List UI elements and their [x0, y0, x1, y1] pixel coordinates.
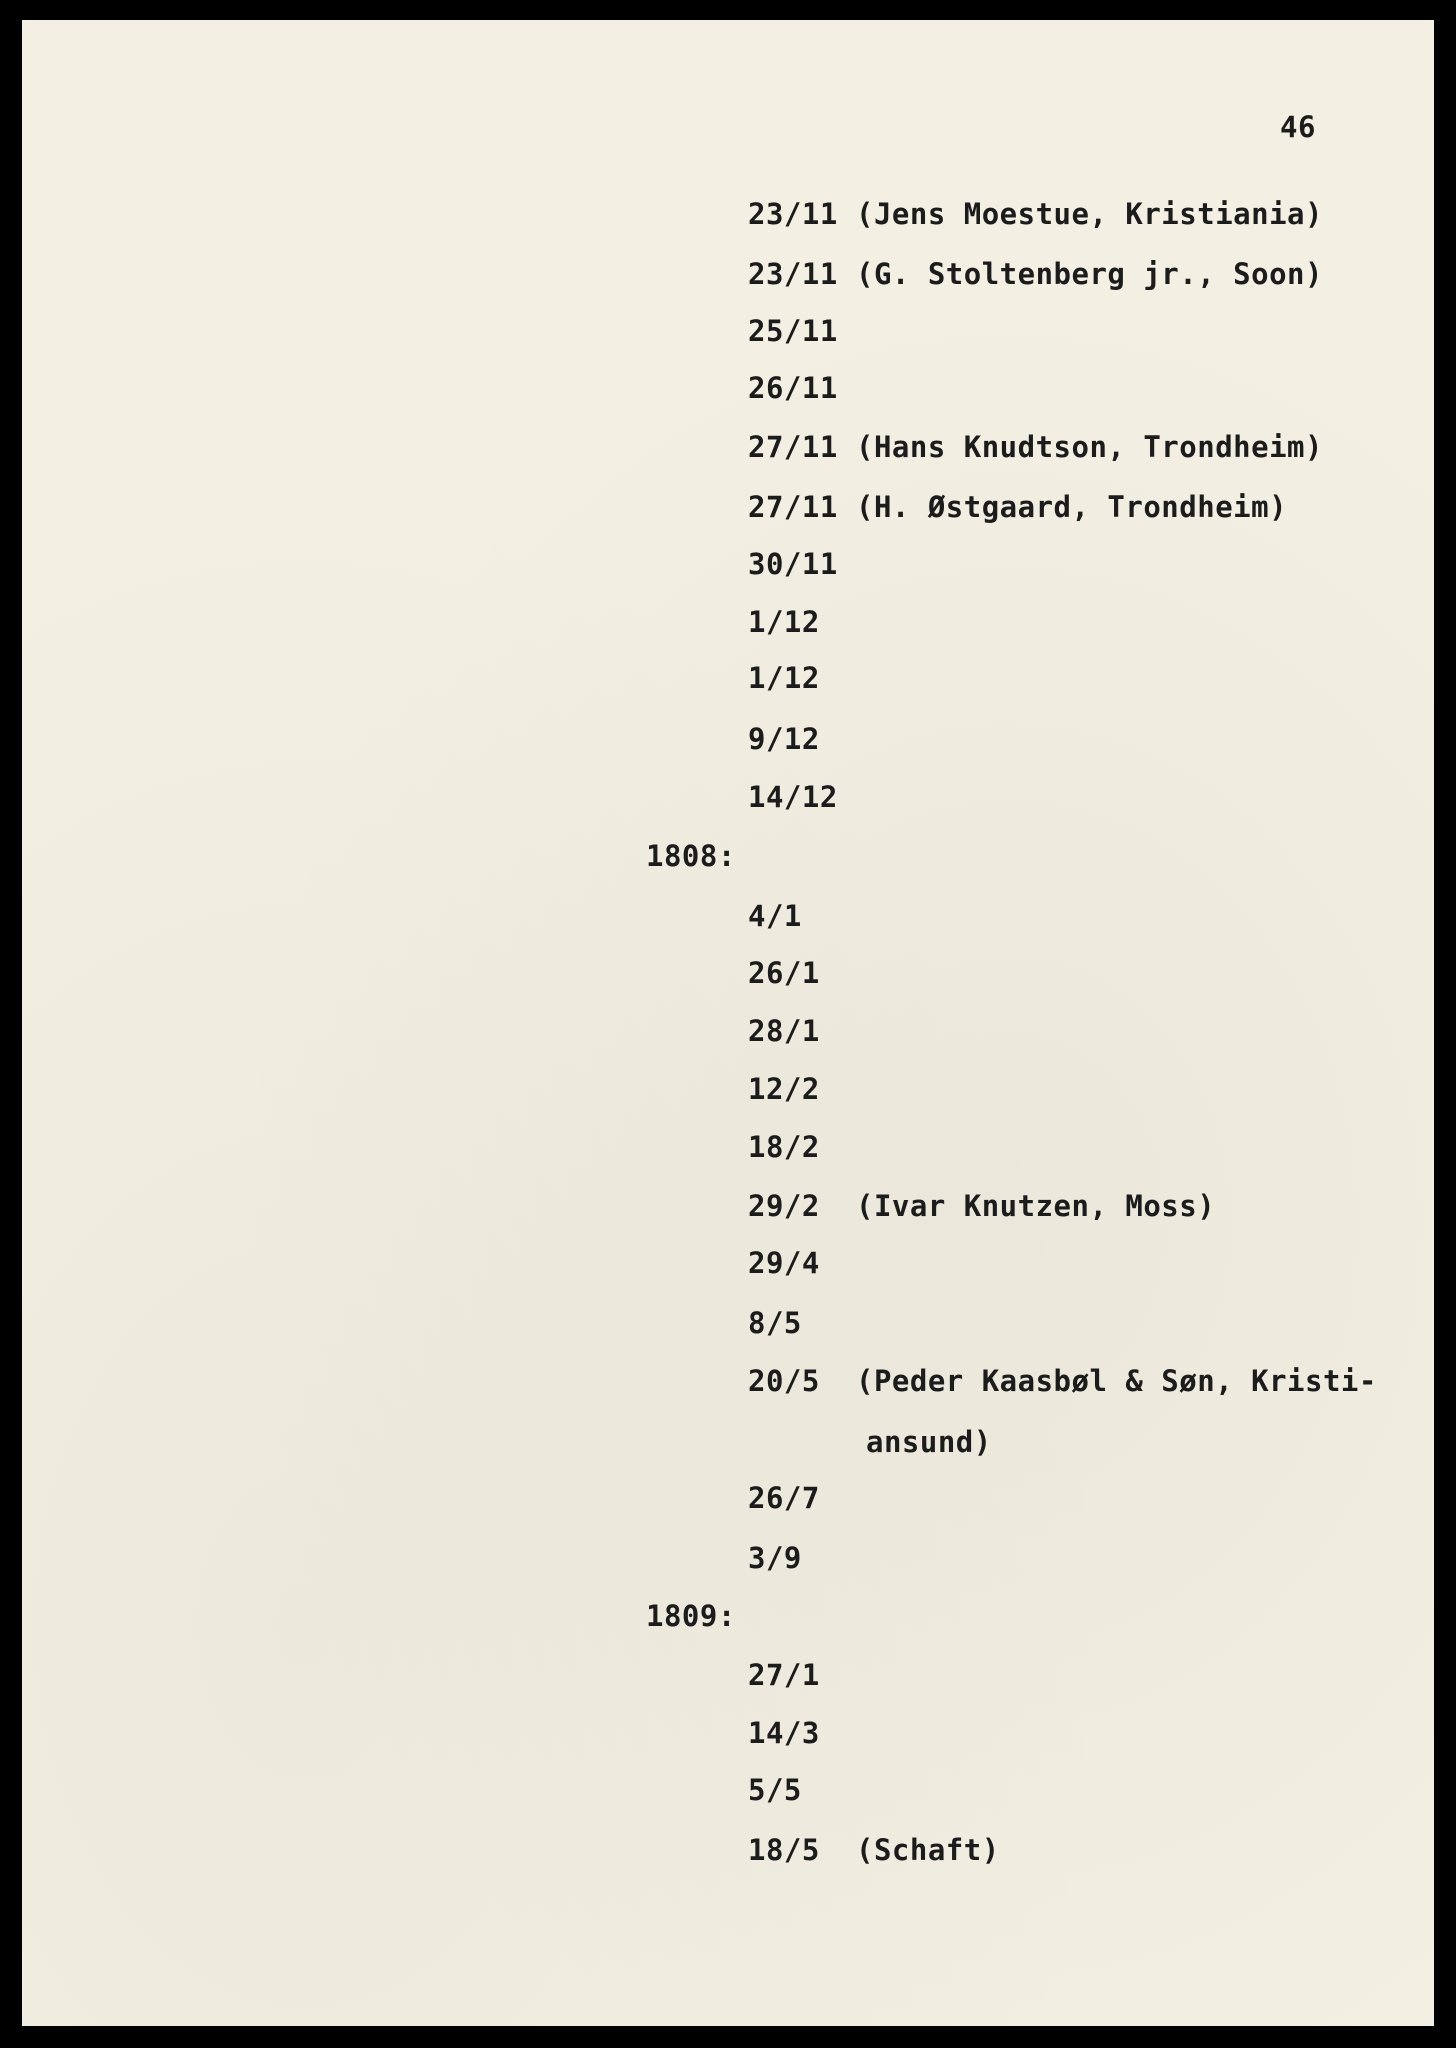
year-heading: 1809: [646, 1599, 736, 1633]
entry-date: 27/11 [748, 430, 838, 464]
entry-date: 5/5 [748, 1773, 802, 1807]
entry-date: 9/12 [748, 722, 820, 756]
entry-date: 1/12 [748, 661, 820, 695]
entry-date: 26/11 [748, 371, 838, 405]
entry-date: 30/11 [748, 547, 838, 581]
entry-note: (G. Stoltenberg jr., Soon) [856, 257, 1323, 291]
entry-note: (Ivar Knutzen, Moss) [856, 1189, 1216, 1223]
entry-date: 28/1 [748, 1014, 820, 1048]
entry-date: 27/1 [748, 1658, 820, 1692]
entry-date: 25/11 [748, 314, 838, 348]
entry-note: (Jens Moestue, Kristiania) [856, 197, 1323, 231]
entry-date: 18/5 [748, 1833, 820, 1867]
entry-date: 1/12 [748, 605, 820, 639]
entry-note-continuation: ansund) [866, 1425, 992, 1459]
entry-date: 14/3 [748, 1716, 820, 1750]
page-number: 46 [1280, 110, 1316, 144]
entry-note: (Hans Knudtson, Trondheim) [856, 430, 1323, 464]
entry-date: 23/11 [748, 257, 838, 291]
entry-date: 29/2 [748, 1189, 820, 1223]
year-heading: 1808: [646, 839, 736, 873]
entry-note: (Schaft) [856, 1833, 1000, 1867]
entry-date: 26/1 [748, 956, 820, 990]
entry-date: 12/2 [748, 1072, 820, 1106]
entry-date: 3/9 [748, 1541, 802, 1575]
document-page [22, 20, 1434, 2026]
entry-date: 4/1 [748, 899, 802, 933]
entry-date: 29/4 [748, 1246, 820, 1280]
entry-date: 20/5 [748, 1364, 820, 1398]
entry-date: 26/7 [748, 1481, 820, 1515]
entry-date: 27/11 [748, 490, 838, 524]
entry-note: (Peder Kaasbøl & Søn, Kristi- [856, 1364, 1377, 1398]
entry-date: 14/12 [748, 780, 838, 814]
entry-note: (H. Østgaard, Trondheim) [856, 490, 1288, 524]
entry-date: 18/2 [748, 1130, 820, 1164]
entry-date: 8/5 [748, 1306, 802, 1340]
entry-date: 23/11 [748, 197, 838, 231]
